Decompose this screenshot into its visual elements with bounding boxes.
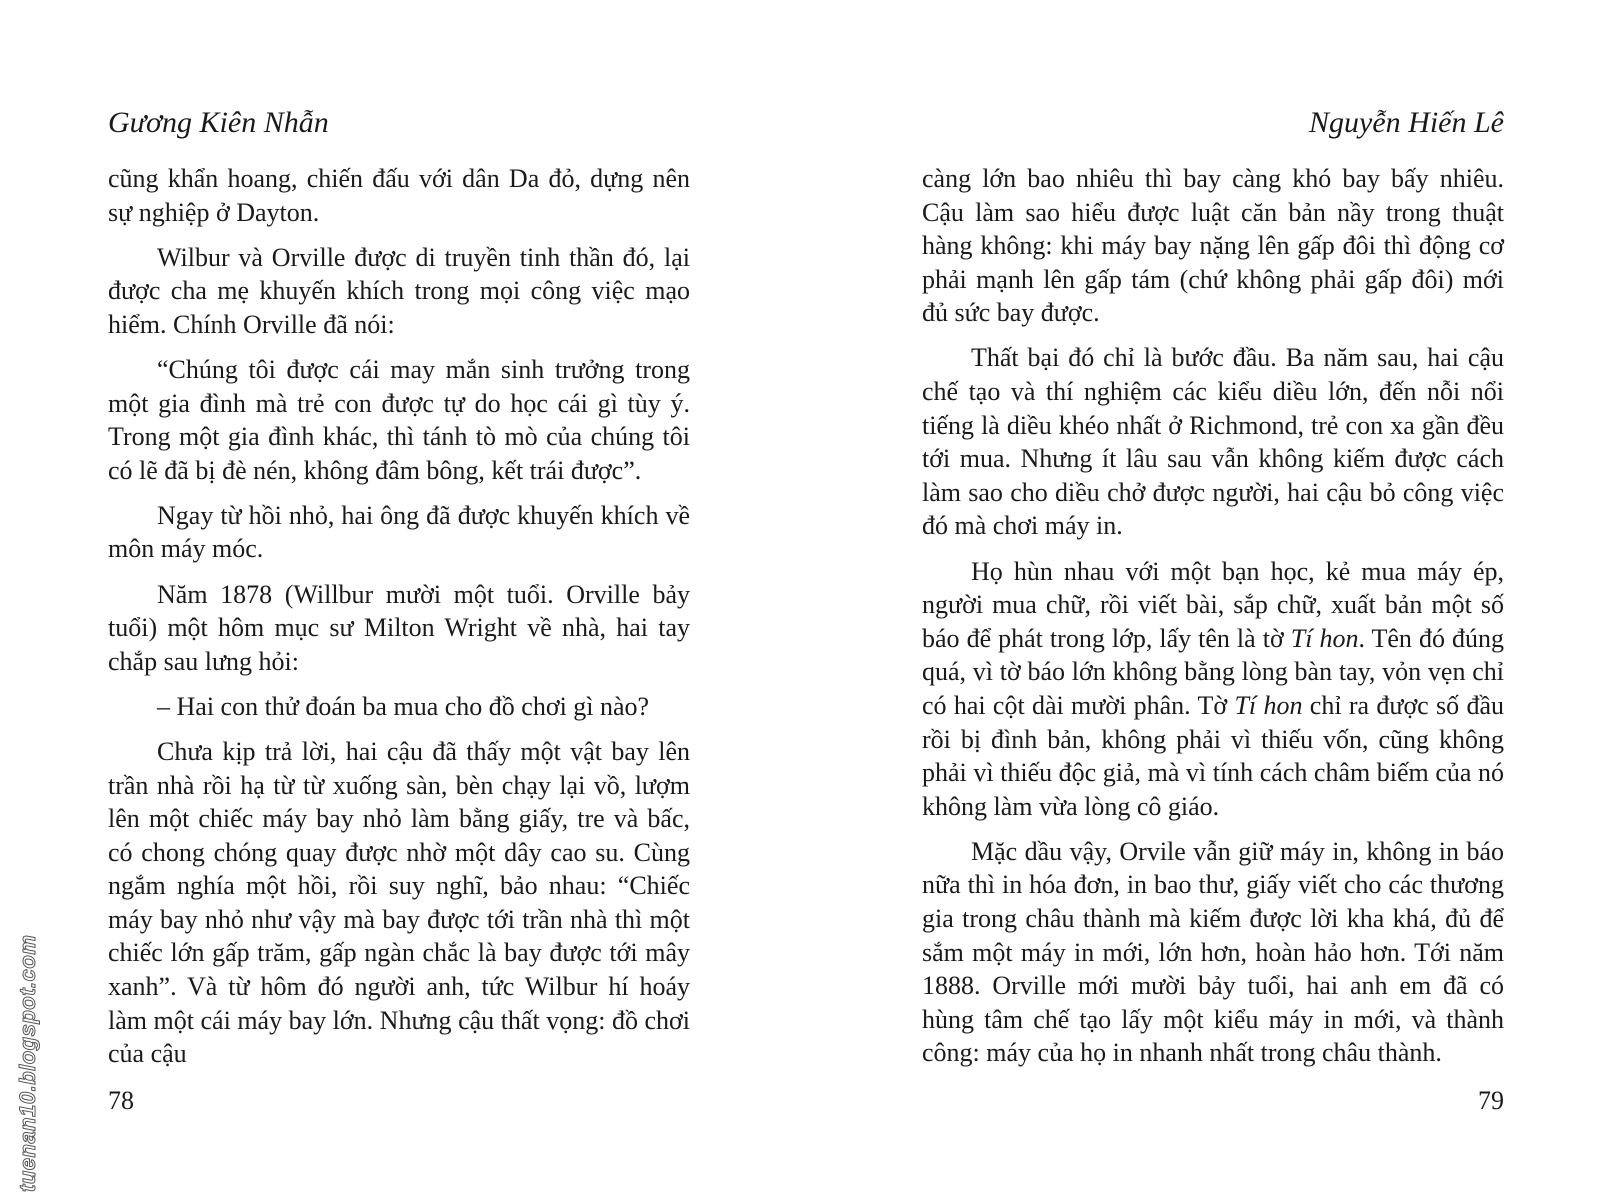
page-number: 79 — [1478, 1086, 1504, 1115]
paragraph: Chưa kịp trả lời, hai cậu đã thấy một vật bay lên trần nhà rồi hạ từ từ xuống sàn, bèn chạy lại vồ, lượm lên một chiếc máy bay nhỏ làm bằng giấy, tre và bấc, có chong chóng quay được nhờ một dây cao su. Cùng ngắm nghía một hồi, rồi suy nghĩ, bảo nhau: “Chiếc máy bay nhỏ như vậy mà bay được tới trần nhà thì một chiếc lớn gấp trăm, gấp ngàn chắc là bay được tới mây xanh”. Và từ hôm đó người anh, tức Wilbur hí hoáy làm một cái máy bay lớn. Nhưng cậu thất vọng: đồ chơi của cậu — [108, 736, 690, 1069]
right-body-text — [922, 162, 1504, 1070]
watermark: tuenan10.blogspot.com — [15, 934, 40, 1192]
paragraph: Thất bại đó chỉ là bước đầu. Ba năm sau, hai cậu chế tạo và thí nghiệm các kiểu diều lớn, đến nỗi nổi tiếng là diều khéo nhất ở Richmond, trẻ con xa gần đều tới mua. Nhưng ít lâu sau vẫn không kiếm được cách làm sao cho diều chở được người, hai cậu bỏ công việc đó mà chơi máy in. — [922, 343, 1504, 541]
paragraph: Wilbur và Orville được di truyền tinh thần đó, lại được cha mẹ khuyến khích trong mọi công việc mạo hiểm. Chính Orville đã nói: — [108, 242, 690, 339]
paragraph: Năm 1878 (Willbur mười một tuổi. Orville bảy tuổi) một hôm mục sư Milton Wright về nhà, hai tay chắp sau lưng hỏi: — [108, 579, 690, 676]
paragraph: Ngay từ hồi nhỏ, hai ông đã được khuyến khích về môn máy móc. — [108, 500, 690, 564]
right-running-head: Nguyễn Hiến Lê — [1309, 106, 1504, 139]
newspaper-title: Tí hon — [1290, 623, 1359, 653]
paragraph: “Chúng tôi được cái may mắn sinh trưởng trong một gia đình mà trẻ con được tự do học cái gì tùy ý. Trong một gia đình khác, thì tánh tò mò của chúng tôi có lẽ đã bị đè nén, không đâm bông, kết trái được”. — [108, 354, 690, 485]
paragraph: cũng khẩn hoang, chiến đấu với dân Da đỏ, dựng nên sự nghiệp ở Dayton. — [108, 164, 690, 227]
paragraph: Họ hùn nhau với một bạn học, kẻ mua máy ép, người mua chữ, rồi viết bài, sắp chữ, xuất bản một số báo để phát trong lớp, lấy tên là tờ Tí hon. Tên đó đúng quá, vì tờ báo lớn không bằng lòng bàn tay, vỏn vẹn chỉ có hai cột dài mười phân. Tờ Tí hon chỉ ra được số đầu rồi bị đình bản, không phải vì thiếu vốn, cũng không phải vì thiếu độc giả, mà vì tính cách châm biếm của nó không làm vừa lòng cô giáo. — [922, 556, 1504, 821]
dialogue-line: – Hai con thử đoán ba mua cho đồ chơi gì nào? — [157, 691, 650, 721]
page-number: 78 — [108, 1086, 134, 1115]
newspaper-title: Tí hon — [1234, 690, 1303, 720]
paragraph: Mặc dầu vậy, Orvile vẫn giữ máy in, không in báo nữa thì in hóa đơn, in bao thư, giấy viết cho các thương gia trong châu thành mà kiếm được lời kha khá, đủ để sắm một máy in mới, lớn hơn, hoàn hảo hơn. Tới năm 1888. Orville mới mười bảy tuổi, hai anh em đã có hùng tâm chế tạo lấy một kiểu máy in mới, và thành công: máy của họ in nhanh nhất trong châu thành. — [922, 836, 1504, 1068]
paragraph: càng lớn bao nhiêu thì bay càng khó bay bấy nhiêu. Cậu làm sao hiểu được luật căn bản nầy trong thuật hàng không: khi máy bay nặng lên gấp đôi thì động cơ phải mạnh lên gấp tám (chứ không phải gấp đôi) mới đủ sức bay được. — [922, 164, 1504, 328]
left-running-head: Gương Kiên Nhẫn — [108, 106, 329, 139]
left-body-text — [108, 162, 690, 1071]
